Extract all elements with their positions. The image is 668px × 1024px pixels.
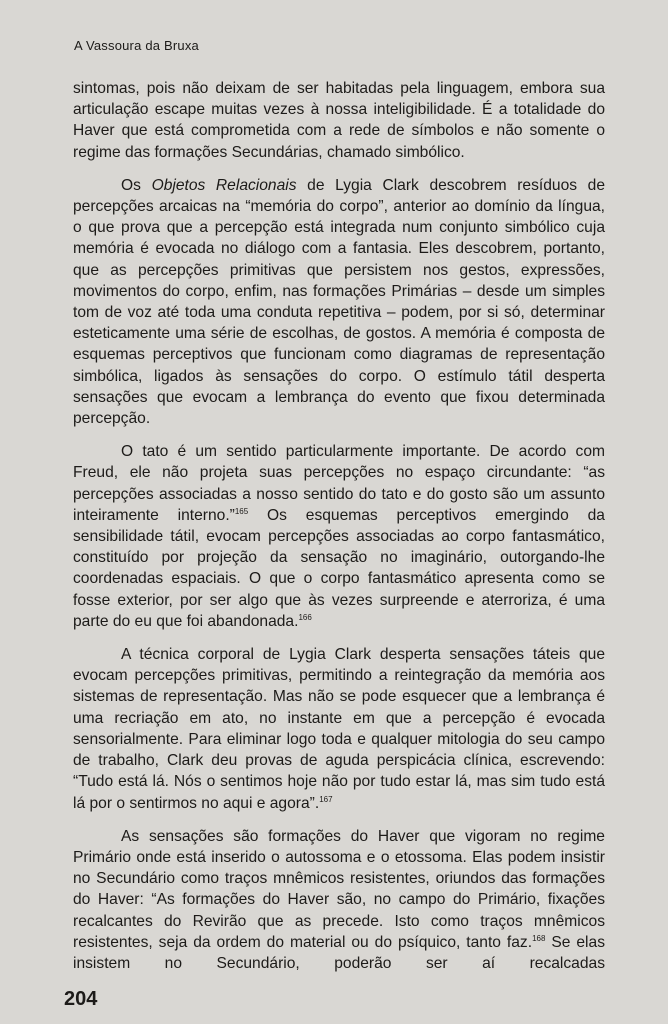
page-number: 204 — [64, 988, 98, 1010]
italic-title: Objetos Relacionais — [151, 176, 297, 194]
paragraph-text: O tato é um sentido particularmente importante. De acordo com Freud, ele não projeta suas percepções no espaço circundante: “as percepções associadas a nosso sentido do tato e do gosto são um assunto inteiramente interno.” — [73, 443, 605, 524]
paragraph-text: A técnica corporal de Lygia Clark desperta sensações táteis que evocam percepções primitivas, permitindo a reintegração da memória aos sistemas de representação. Mas não se pode esquecer que a lembrança é uma recriação em ato, no instante em que a percepção é evocada sensorialmente. Para eliminar logo toda e qualquer mitologia do seu campo de trabalho, Clark deu provas de aguda perspicácia clínica, escrevendo: “Tudo está lá. Nós o sentimos hoje não por tudo estar lá, mas sim tudo está lá por o sentirmos no aqui e agora”. — [73, 646, 605, 812]
running-header: A Vassoura da Bruxa — [74, 38, 199, 53]
paragraph-text: Os esquemas perceptivos emergindo da sensibilidade tátil, evocam percepções associadas ao corpo fantasmático, constituído por projeção da sensação no imaginário, outorgando-lhe coordenadas espaciais. O que o corpo fantasmático apresenta como se fosse exterior, por ser algo que às vezes surpreende e aterroriza, é uma parte do eu que foi abandonada. — [73, 506, 605, 630]
paragraph-2 — [73, 175, 605, 429]
paragraph-5 — [73, 826, 605, 974]
paragraph-text: Se elas insistem no Secundário, poderão ser aí recalcadas — [73, 933, 605, 972]
paragraph-text: As sensações são formações do Haver que vigoram no regime Primário onde está inserido o autossoma e o etossoma. Elas podem insistir no Secundário como traços mnêmicos resistentes, oriundos das formações do Haver: “As formações do Haver são, no campo do Primário, fixações recalcantes do Revirão que as precede. Isto como traços mnêmicos resistentes, seja da ordem do material ou do psíquico, tanto faz. — [73, 827, 605, 951]
paragraph-text: Os — [121, 176, 152, 194]
footnote-ref: 167 — [319, 794, 333, 804]
footnote-ref: 165 — [234, 506, 249, 516]
paragraph-4 — [73, 644, 605, 814]
paragraph-text: de Lygia Clark descobrem resíduos de percepções arcaicas na “memória do corpo”, anterior ao domínio da língua, o que prova que a percepção está integrada num conjunto simbólico cuja memória é evocada no diálogo com a fantasia. Eles descobrem, portanto, que as percepções primitivas que persistem nos gestos, expressões, movimentos do corpo, enfim, nas formações Primárias – desde um simples tom de voz até toda uma conduta repetitiva – podem, por si só, determinar esteticamente uma série de escolhas, de gostos. A memória é composta de esquemas perceptivos que funcionam como diagramas de representação simbólica, ligados às sensações do corpo. O estímulo tátil desperta sensações que evocam a lembrança do evento que fixou determinada percepção. — [73, 176, 606, 428]
paragraph-1 — [73, 78, 605, 163]
paragraph-text: sintomas, pois não deixam de ser habitadas pela linguagem, embora sua articulação escape muitas vezes à nossa inteligibilidade. É a totalidade do Haver que está comprometida com a rede de símbolos e não somente o regime das formações Secundárias, chamado simbólico. — [73, 80, 605, 161]
paragraph-3 — [73, 441, 605, 632]
footnote-ref: 166 — [298, 612, 312, 622]
body-text — [73, 78, 605, 974]
footnote-ref: 168 — [532, 933, 546, 943]
